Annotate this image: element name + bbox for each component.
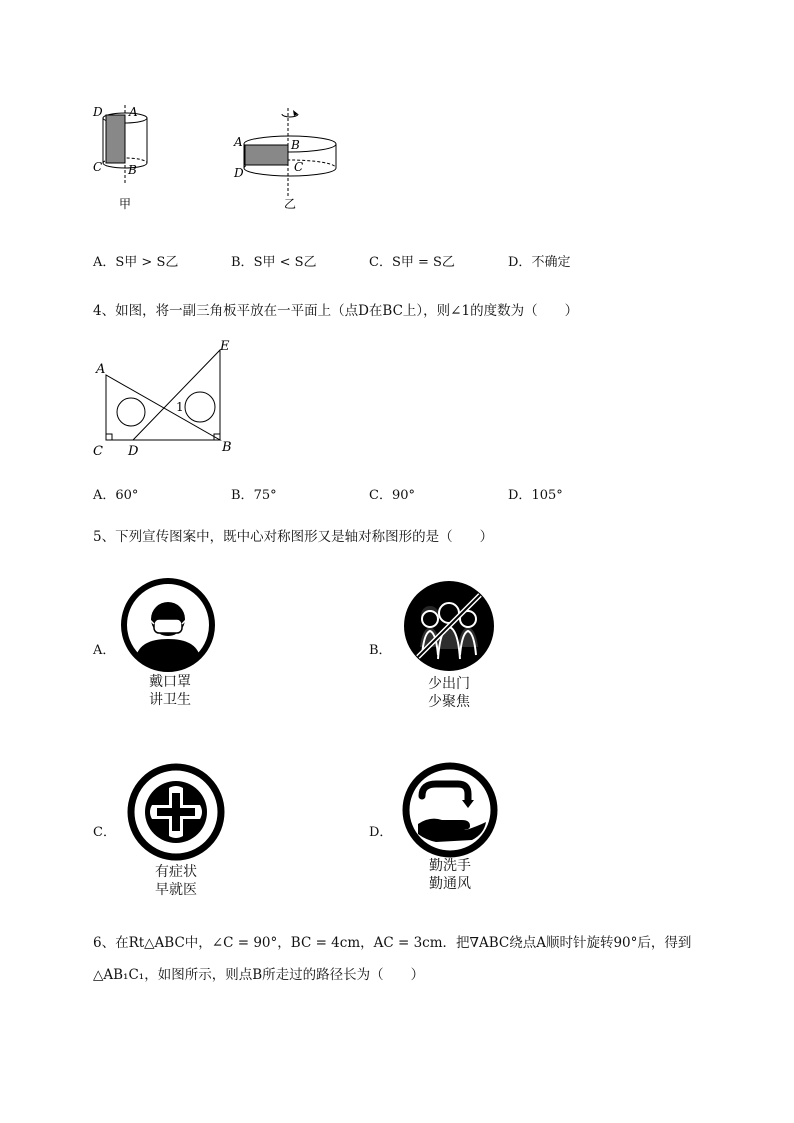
caption-line: 有症状 [155, 864, 197, 880]
q5-option-a-letter[interactable]: A． [93, 643, 116, 658]
q5-option-d-letter[interactable]: D． [369, 825, 393, 840]
q5-b-caption [407, 675, 491, 711]
q5-question: 5、下列宣传图案中，既中心对称图形又是轴对称图形的是（ ） [93, 529, 494, 545]
caption-line: 少聚焦 [428, 694, 470, 710]
option-text: 60° [115, 488, 139, 503]
q5-option-b-letter[interactable]: B． [369, 643, 392, 658]
q4-option-a[interactable] [93, 484, 138, 503]
caption-line: 戴口罩 [149, 674, 191, 690]
label-B: B [291, 138, 300, 152]
q3-option-c[interactable] [369, 251, 455, 270]
option-letter: B． [231, 488, 254, 503]
option-letter: A． [93, 488, 116, 503]
option-text: 105° [531, 488, 563, 503]
q5-c-caption [134, 863, 218, 899]
caption-line: 少出门 [428, 676, 470, 692]
label-E: E [220, 339, 230, 354]
cylinder-yi-figure [228, 104, 348, 214]
no-crowd-icon [400, 577, 498, 675]
option-text: 90° [391, 488, 415, 503]
q4-option-c[interactable] [369, 484, 415, 503]
option-letter: A． [93, 255, 116, 270]
option-text: S甲 > S乙 [115, 255, 179, 270]
option-letter: C． [369, 255, 392, 270]
label-A: A [96, 362, 106, 377]
caption-line: 早就医 [155, 882, 197, 898]
mask-person-icon [120, 577, 216, 673]
label-C: C [93, 160, 103, 174]
caption-line: 勤通风 [429, 876, 471, 892]
caption-line: 讲卫生 [149, 692, 191, 708]
label-A: A [234, 135, 243, 149]
label-D: D [128, 444, 139, 459]
q4-option-d[interactable] [508, 484, 563, 503]
label-D: D [93, 105, 103, 119]
label-B: B [222, 440, 232, 455]
q5-option-c-letter[interactable]: C． [93, 825, 116, 840]
q3-option-a[interactable] [93, 251, 178, 270]
label-B: B [128, 163, 137, 177]
option-letter: C． [369, 488, 392, 503]
medical-cross-icon [126, 762, 226, 862]
q6-line-2: △AB₁C₁，如图所示，则点B所走过的路径长为（ ） [93, 967, 425, 983]
label-A: A [129, 105, 138, 119]
q4-question: 4、如图，将一副三角板平放在一平面上（点D在BC上），则∠1的度数为（ ） [93, 303, 579, 319]
figure-caption-jia: 甲 [119, 197, 132, 211]
option-letter: D． [508, 255, 532, 270]
label-D: D [234, 166, 244, 180]
hand-wash-icon [400, 760, 500, 860]
q4-option-b[interactable] [231, 484, 277, 503]
cylinder-jia-figure [85, 100, 175, 215]
option-letter: D． [508, 488, 532, 503]
caption-line: 勤洗手 [429, 858, 471, 874]
figure-caption-yi: 乙 [284, 197, 297, 211]
triangles-figure [88, 335, 248, 460]
option-text: S甲 = S乙 [391, 255, 455, 270]
angle-1-label: 1 [176, 400, 184, 414]
q6-line-1: 6、在Rt△ABC中，∠C = 90°，BC = 4cm，AC = 3cm．把∇ABC绕点A顺时针旋转90°后，得到 [93, 935, 692, 951]
label-C: C [294, 160, 304, 174]
q3-option-d[interactable] [508, 251, 570, 270]
q3-option-b[interactable] [231, 251, 317, 270]
q5-d-caption [408, 857, 492, 893]
q5-a-caption [128, 673, 212, 709]
option-letter: B． [231, 255, 254, 270]
option-text: 不确定 [531, 255, 571, 270]
label-C: C [93, 444, 103, 459]
option-text: 75° [253, 488, 277, 503]
option-text: S甲 < S乙 [253, 255, 317, 270]
